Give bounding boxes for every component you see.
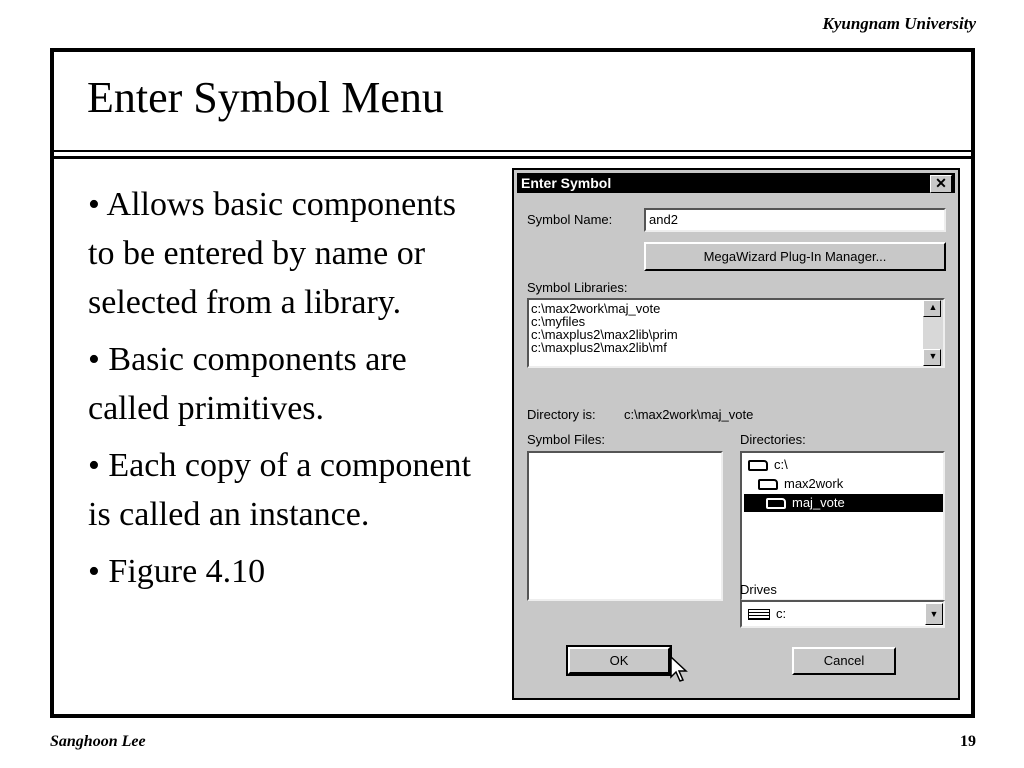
title-divider-top <box>54 150 971 152</box>
cancel-button[interactable]: Cancel <box>792 647 896 675</box>
bullet-item: • Figure 4.10 <box>88 553 266 590</box>
symbol-libraries-label: Symbol Libraries: <box>527 280 628 295</box>
directory-value: c:\max2work\maj_vote <box>624 407 754 422</box>
drives-label: Drives <box>740 582 777 597</box>
directories-list[interactable] <box>740 451 945 601</box>
page-number: 19 <box>960 733 976 750</box>
dialog-titlebar <box>517 173 955 193</box>
bullet-item: • Allows basic components to be entered by name or selected from a library. <box>88 186 456 321</box>
bullet-item: • Each copy of a component is called an instance. <box>88 447 471 533</box>
enter-symbol-dialog <box>512 168 960 700</box>
drives-select[interactable] <box>740 600 945 628</box>
author-name: Sanghoon Lee <box>50 733 146 750</box>
folder-open-icon <box>748 460 768 471</box>
drive-value: c: <box>776 606 787 621</box>
directory-item-selected[interactable]: maj_vote <box>744 494 943 512</box>
drive-icon <box>748 609 770 620</box>
folder-open-icon <box>758 479 778 490</box>
libraries-scrollbar[interactable] <box>923 300 943 366</box>
bullet-list <box>88 180 478 604</box>
list-item[interactable]: c:\maxplus2\max2lib\prim <box>531 327 678 342</box>
mouse-pointer-icon <box>670 656 690 684</box>
close-icon[interactable]: ✕ <box>930 175 952 193</box>
slide-title: Enter Symbol Menu <box>87 73 444 122</box>
symbol-files-label: Symbol Files: <box>527 432 606 447</box>
title-divider-bottom <box>54 156 971 159</box>
directories-label: Directories: <box>740 432 806 447</box>
symbol-libraries-list[interactable] <box>527 298 945 368</box>
symbol-name-label: Symbol Name: <box>527 212 613 227</box>
directory-item[interactable]: c:\ <box>748 456 788 474</box>
directory-item[interactable]: max2work <box>758 475 843 493</box>
symbol-name-value: and2 <box>649 212 678 227</box>
list-item[interactable]: c:\maxplus2\max2lib\mf <box>531 340 667 355</box>
chevron-down-icon[interactable]: ▼ <box>925 603 943 625</box>
list-item[interactable]: c:\max2work\maj_vote <box>531 301 661 316</box>
symbol-files-list[interactable] <box>527 451 723 601</box>
scroll-up-icon[interactable]: ▲ <box>923 300 941 317</box>
folder-open-icon <box>766 498 786 509</box>
list-item[interactable]: c:\myfiles <box>531 314 586 329</box>
symbol-name-input[interactable] <box>644 208 946 232</box>
dialog-title: Enter Symbol <box>521 175 612 191</box>
bullet-item: • Basic components are called primitives. <box>88 341 407 427</box>
university-name: Kyungnam University <box>822 14 976 33</box>
megawizard-button[interactable]: MegaWizard Plug-In Manager... <box>644 242 946 271</box>
scroll-down-icon[interactable]: ▼ <box>923 349 941 366</box>
ok-button[interactable]: OK <box>568 647 670 674</box>
directory-label: Directory is: <box>527 407 596 422</box>
